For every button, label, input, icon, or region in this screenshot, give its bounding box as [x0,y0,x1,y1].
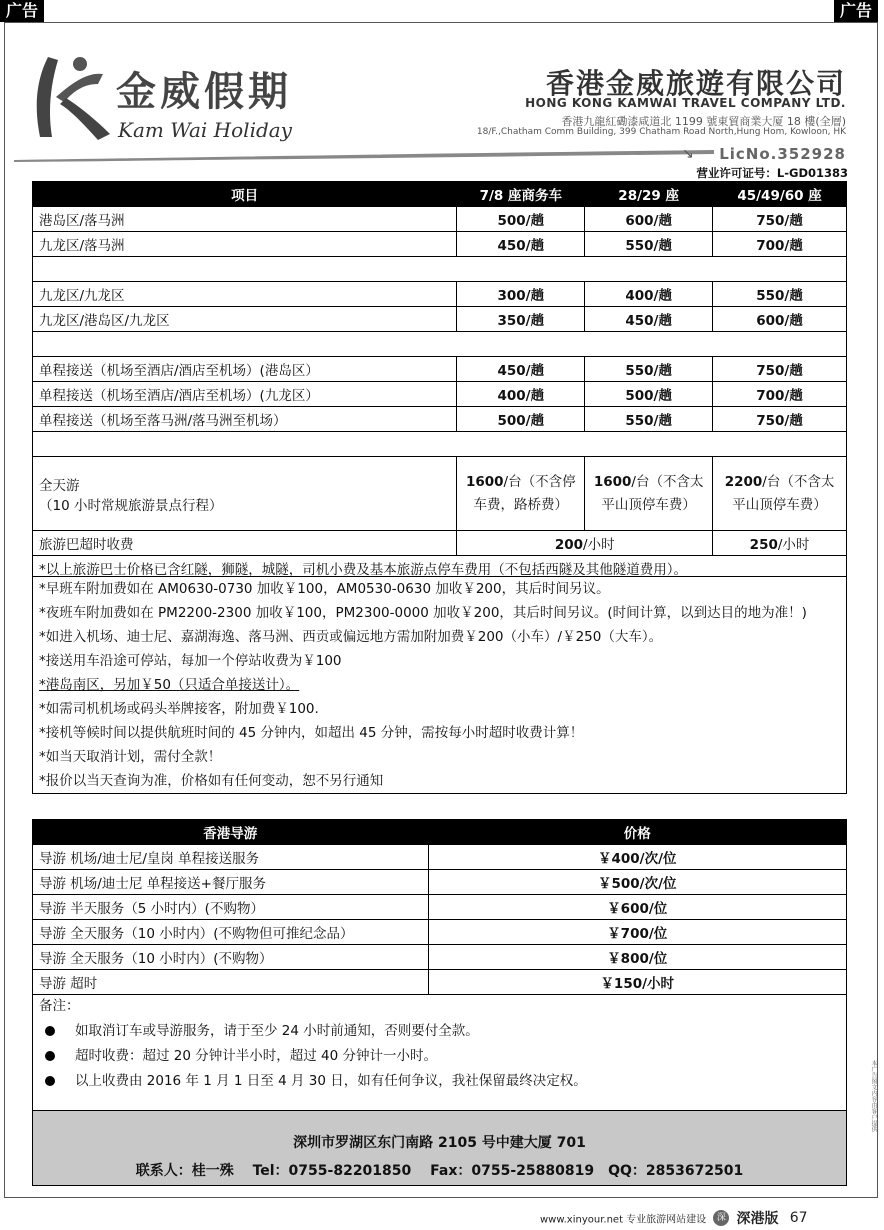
table-row [33,307,847,332]
side-disclaimer: 本广告图文内容由客户提供 [870,1060,877,1132]
page-number: 67 [789,1210,808,1226]
row-item: 导游 机场/迪士尼 单程接送+餐厅服务 [33,870,429,895]
brand-name-cn: 金威假期 [116,68,292,115]
full-day-desc: （10 小时常规旅游景点行程） [39,497,223,514]
note-line: *夜班车附加费如在 PM2200-2300 加收￥100，PM2300-0000 加收￥200，其后时间另议。(时间计算，以到达目的地为准！) [39,605,807,621]
note-line: *报价以当天查询为准，价格如有任何变动，恕不另行通知 [39,773,384,789]
price-cell: 550/趟 [713,282,847,307]
row-item: 导游 全天服务（10 小时内）(不购物但可推纪念品） [33,920,429,945]
price-cell: 450/趟 [457,357,585,382]
remark-item [33,1019,846,1044]
price-value: 1600 [465,473,504,490]
price-cell: 500/趟 [585,382,713,407]
row-item: 单程接送（机场至酒店/酒店至机场）(九龙区） [33,382,457,407]
permit-number: 营业许可证号：L-GD01383 [696,166,848,180]
price-cell: 400/趟 [585,282,713,307]
price-cell: 300/趟 [457,282,585,307]
note-underlined: *港岛南区，另加￥50（只适合单接送计）。 [39,677,300,693]
company-address-en: 18/F.,Chatham Comm Building, 399 Chatham Road North,Hung Hom, Kowloon, HK [476,127,846,137]
price-cell: 600/趟 [713,307,847,332]
price-unit: /小时 [777,537,810,553]
price-cell: 700/趟 [713,382,847,407]
note-line: *如需司机机场或码头举牌接客，附加费￥100. [39,701,319,717]
footer-address: 深圳市罗湖区东门南路 2105 号中建大厦 701 [293,1135,586,1151]
row-item: 导游 超时 [33,970,429,995]
price-cell: 500/趟 [457,207,585,232]
bullet-icon [45,1026,55,1036]
price-cell: 750/趟 [713,207,847,232]
price-cell: 450/趟 [585,307,713,332]
header-28-29-seat: 28/29 座 [585,182,713,207]
brand-name-en: Kam Wai Holiday [118,118,292,142]
price-cell: ￥500/次/位 [428,870,847,895]
table-row [33,232,847,257]
kam-wai-k-logo [18,52,118,142]
price-cell: 700/趟 [713,232,847,257]
website-text: www.xinyour.net 专业旅游网站建设 [540,1214,707,1226]
price-cell [713,531,847,556]
price-cell: 450/趟 [457,232,585,257]
note-line: *如当天取消计划，需付全款！ [39,749,222,765]
footer-contact: 联系人：桂一殊 Tel：0755-82201850 Fax：0755-25880819 QQ：2853672501 [135,1163,744,1179]
price-cell: 500/趟 [457,407,585,432]
price-cell: 600/趟 [585,207,713,232]
table-row [33,870,847,895]
header-7-8-seat: 7/8 座商务车 [457,182,585,207]
check-icon: ↘ [682,146,694,162]
row-item: 单程接送（机场至酒店/酒店至机场）(港岛区） [33,357,457,382]
table-row-full-day [33,457,847,531]
remark-text: 超时收费：超过 20 分钟计半小时，超过 40 分钟计一小时。 [75,1048,438,1064]
price-cell: 350/趟 [457,307,585,332]
price-value: 1600 [593,473,632,490]
edition-badge-icon: 深 [713,1210,729,1226]
header-item: 项目 [33,182,457,207]
note-line: *以上旅游巴士价格已含红隧，狮隧，城隧，司机小费及基本旅游点停车费用（不包括西隧及其他隧道费用）。 [33,555,846,577]
edition-label: 深港版 [736,1211,779,1227]
spacer-row [33,432,847,457]
price-cell [457,457,585,531]
note-line: *早班车附加费如在 AM0630-0730 加收￥100，AM0530-0630 加收￥200，其后时间另议。 [39,581,610,597]
price-note: /台（不含太平山顶停车费） [601,473,704,513]
price-cell: 750/趟 [713,407,847,432]
table-row [33,920,847,945]
price-cell: 550/趟 [585,357,713,382]
table-row [33,282,847,307]
price-unit: /小时 [583,537,615,553]
spacer-row [33,332,847,357]
remarks-title: 备注： [39,998,80,1014]
row-item [33,457,457,531]
price-cell [713,457,847,531]
table-row [33,845,847,870]
company-address-cn: 香港九龍紅磡漆咸道北 1199 號東貿商業大厦 18 樓(全層) [561,115,846,128]
row-item: 旅游巴超时收费 [33,531,457,556]
price-cell: ￥150/小时 [428,970,847,995]
contact-footer [32,1111,847,1186]
price-cell [457,531,713,556]
table-row [33,207,847,232]
spacer-row [33,257,847,282]
row-item: 港岛区/落马洲 [33,207,457,232]
price-note: /台（不含太平山顶停车费） [732,473,835,513]
price-cell: ￥700/位 [428,920,847,945]
remarks-box [32,994,847,1111]
header-45-49-60-seat: 45/49/60 座 [713,182,847,207]
price-cell: ￥800/位 [428,945,847,970]
header-price: 价格 [428,820,847,845]
remark-text: 以上收费由 2016 年 1 月 1 日至 4 月 30 日，如有任何争议，我社保留最终决定权。 [75,1073,587,1089]
row-item: 九龙区/九龙区 [33,282,457,307]
price-cell [585,457,713,531]
remark-item [33,1044,846,1069]
license-number: LicNo.352928 [719,145,846,163]
remark-item [33,1069,846,1094]
table-row [33,357,847,382]
table-row [33,407,847,432]
full-day-title: 全天游 [39,477,80,494]
price-value: 200 [554,537,584,553]
row-item: 导游 全天服务（10 小时内）(不购物） [33,945,429,970]
row-item: 九龙区/落马洲 [33,232,457,257]
bullet-icon [45,1076,55,1086]
table-row [33,970,847,995]
company-name-cn: 香港金威旅遊有限公司 [545,67,846,100]
price-note: /台（不含停车费，路桥费） [473,473,576,513]
price-cell: ￥600/位 [428,895,847,920]
table-row-overtime [33,531,847,556]
note-line: *如进入机场、迪士尼、嘉湖海逸、落马洲、西贡或偏远地方需加附加费￥200（小车）/￥250（大车）。 [39,629,663,645]
row-item: 导游 半天服务（5 小时内）(不购物） [33,895,429,920]
row-item: 九龙区/港岛区/九龙区 [33,307,457,332]
price-cell: 400/趟 [457,382,585,407]
company-name-en: HONG KONG KAMWAI TRAVEL COMPANY LTD. [525,96,846,110]
ad-label-left: 广告 [0,0,44,22]
remark-text: 如取消订车或导游服务，请于至少 24 小时前通知，否则要付全款。 [75,1023,479,1039]
page-footer [540,1208,808,1228]
note-line: *接送用车沿途可停站，每加一个停站收费为￥100 [39,653,342,669]
note-line [33,673,846,697]
row-item: 单程接送（机场至落马洲/落马洲至机场） [33,407,457,432]
price-cell: 750/趟 [713,357,847,382]
vehicle-price-table [32,181,847,556]
guide-price-table [32,819,847,995]
price-cell: 550/趟 [585,407,713,432]
note-line: *接机等候时间以提供航班时间的 45 分钟内，如超出 45 分钟，需按每小时超时收费计算！ [39,725,584,741]
table-row [33,895,847,920]
price-value: 250 [749,537,778,553]
notes-box [32,555,847,794]
table-row [33,382,847,407]
bullet-icon [45,1051,55,1061]
price-value: 2200 [724,473,763,490]
ad-label-right: 广告 [834,0,878,22]
header-swoosh [14,148,714,162]
row-item: 导游 机场/迪士尼/皇岗 单程接送服务 [33,845,429,870]
price-cell: ￥400/次/位 [428,845,847,870]
table-row [33,945,847,970]
price-cell: 550/趟 [585,232,713,257]
header-guide: 香港导游 [33,820,429,845]
